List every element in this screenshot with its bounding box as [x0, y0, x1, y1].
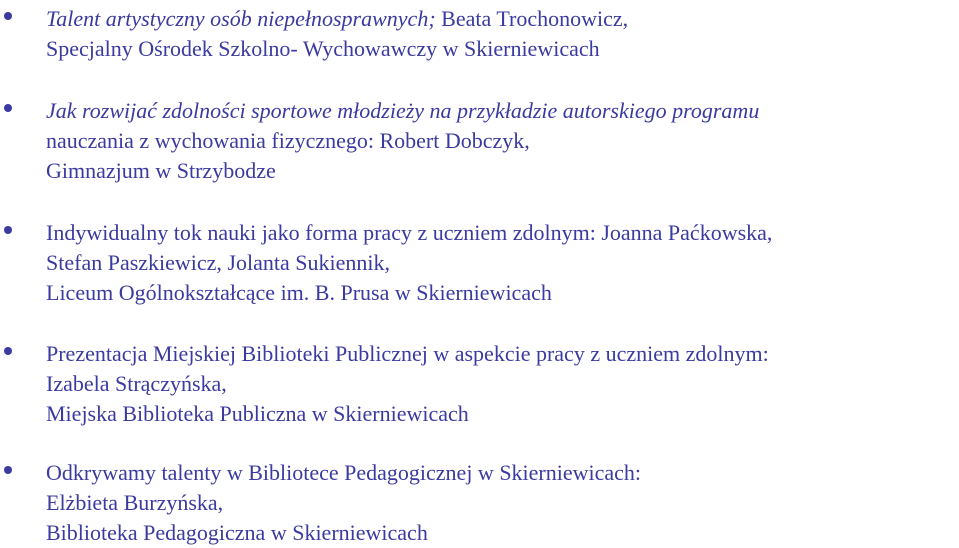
item-institution: Liceum Ogólnokształcące im. B. Prusa w Skierniewicach: [46, 280, 552, 305]
bullet-icon: [4, 347, 12, 355]
list-item-text: [46, 4, 958, 64]
item-line-1: [46, 4, 958, 34]
list-item-text: [46, 218, 958, 308]
item-author: Beata Trochonowicz,: [435, 6, 629, 31]
item-title: Odkrywamy talenty w Bibliotece Pedagogicznej w Skierniewicach:: [46, 460, 642, 485]
bullet-icon: [4, 104, 12, 112]
list-item-text: [46, 458, 958, 548]
item-institution: Biblioteka Pedagogiczna w Skierniewicach: [46, 520, 428, 545]
item-title: Jak rozwijać zdolności sportowe młodzieży na przykładzie autorskiego programu: [46, 98, 760, 123]
list-item-text: [46, 96, 958, 186]
item-author: Stefan Paszkiewicz, Jolanta Sukiennik,: [46, 250, 390, 275]
bullet-icon: [4, 12, 12, 20]
item-author: Elżbieta Burzyńska,: [46, 490, 224, 515]
item-title: Talent artystyczny osób niepełnosprawnych;: [46, 6, 436, 31]
item-title: Indywidualny tok nauki jako forma pracy z uczniem zdolnym: Joanna Paćkowska,: [46, 220, 773, 245]
bullet-icon: [4, 466, 12, 474]
item-institution: Specjalny Ośrodek Szkolno- Wychowawczy w Skierniewicach: [46, 36, 600, 61]
item-author: Izabela Strączyńska,: [46, 371, 227, 396]
list-item-text: [46, 339, 958, 429]
item-institution: Gimnazjum w Strzybodze: [46, 158, 276, 183]
item-author: nauczania z wychowania fizycznego: Robert Dobczyk,: [46, 128, 530, 153]
bullet-icon: [4, 226, 12, 234]
item-title: Prezentacja Miejskiej Biblioteki Publicznej w aspekcie pracy z uczniem zdolnym:: [46, 341, 769, 366]
item-institution: Miejska Biblioteka Publiczna w Skierniewicach: [46, 401, 469, 426]
